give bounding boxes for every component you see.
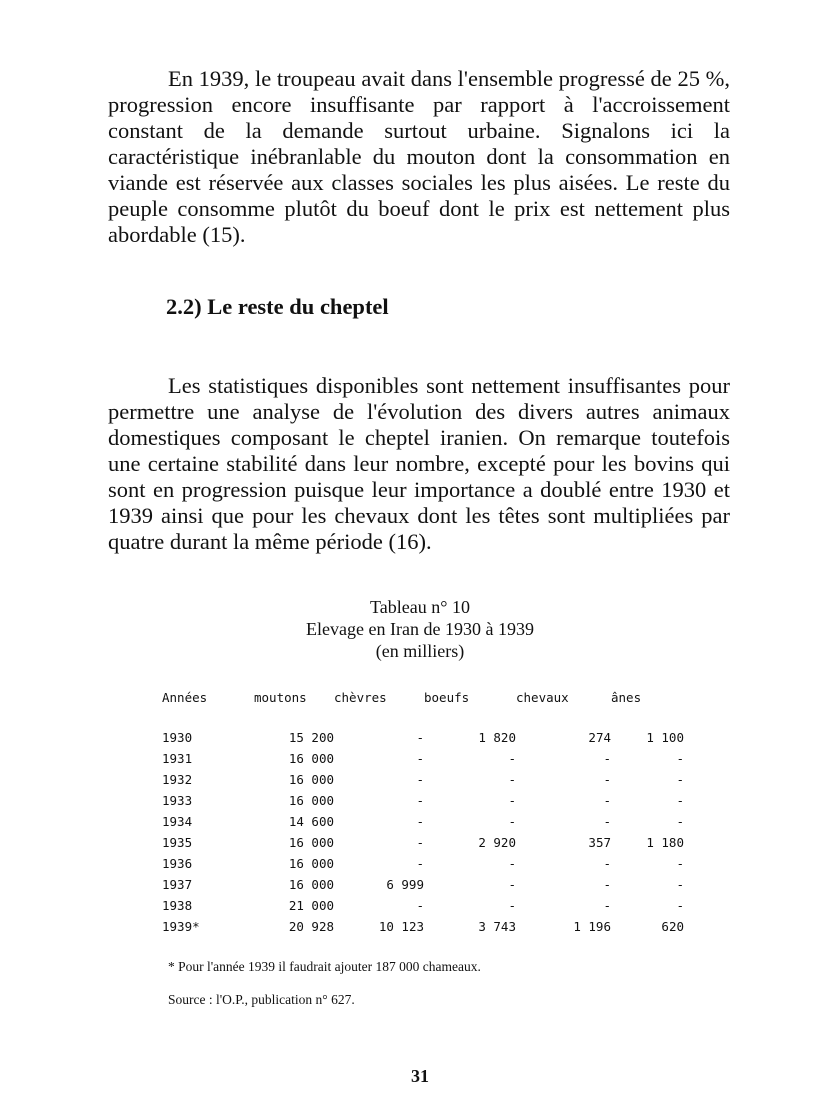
cell-anes: 1 180 [646, 835, 684, 850]
livestock-table [162, 685, 684, 937]
page-number: 31 [411, 1066, 429, 1086]
cell-boeufs: - [508, 772, 516, 787]
cell-chevaux: - [603, 793, 611, 808]
table-row [162, 790, 684, 811]
cell-chevaux: - [603, 856, 611, 871]
cell-anes: - [676, 793, 684, 808]
table-unit: (en milliers) [375, 641, 465, 661]
table-row [162, 853, 684, 874]
cell-anes: 620 [661, 919, 684, 934]
cell-moutons: 16 000 [288, 793, 334, 808]
cell-moutons: 20 928 [288, 919, 334, 934]
cell-moutons: 16 000 [288, 835, 334, 850]
cell-boeufs: - [508, 814, 516, 829]
paragraph-troupeau [108, 66, 730, 248]
cell-boeufs: 1 820 [478, 730, 516, 745]
cell-year: 1930 [162, 730, 193, 745]
cell-moutons: 21 000 [288, 898, 334, 913]
cell-chevres: - [416, 898, 424, 913]
cell-boeufs: - [508, 751, 516, 766]
header-chevres: chèvres [334, 689, 387, 705]
cell-chevres: - [416, 730, 424, 745]
cell-anes: - [676, 814, 684, 829]
cell-year: 1935 [162, 835, 193, 850]
cell-chevres: - [416, 751, 424, 766]
cell-anes: - [676, 856, 684, 871]
cell-chevres: - [416, 814, 424, 829]
table-row [162, 769, 684, 790]
cell-year: 1933 [162, 793, 193, 808]
cell-anes: 1 100 [646, 730, 684, 745]
header-boeufs: boeufs [424, 689, 470, 705]
table-title: Tableau n° 10 [370, 597, 470, 617]
cell-boeufs: - [508, 793, 516, 808]
cell-moutons: 16 000 [288, 772, 334, 787]
cell-year: 1936 [162, 856, 193, 871]
table-subtitle: Elevage en Iran de 1930 à 1939 [306, 619, 534, 639]
table-row [162, 727, 684, 748]
table-header-row [162, 685, 684, 709]
cell-year: 1931 [162, 751, 193, 766]
cell-moutons: 16 000 [288, 751, 334, 766]
cell-chevres: 6 999 [386, 877, 424, 892]
cell-boeufs: 2 920 [478, 835, 516, 850]
table-footnote: * Pour l'année 1939 il faudrait ajouter 187 000 chameaux. [168, 959, 481, 974]
table-row [162, 832, 684, 853]
cell-anes: - [676, 772, 684, 787]
table-body [162, 709, 684, 937]
table-row [162, 916, 684, 937]
cell-boeufs: 3 743 [478, 919, 516, 934]
cell-chevres: - [416, 793, 424, 808]
cell-moutons: 14 600 [288, 814, 334, 829]
cell-year: 1937 [162, 877, 193, 892]
table-source: Source : l'O.P., publication n° 627. [168, 992, 355, 1007]
cell-year: 1932 [162, 772, 193, 787]
cell-chevaux: - [603, 772, 611, 787]
cell-boeufs: - [508, 856, 516, 871]
cell-year: 1938 [162, 898, 193, 913]
paragraph-troupeau-text: En 1939, le troupeau avait dans l'ensemble progressé de 25 %, progression encore insuffisante par rapport à l'accroissement constant de la demande surtout urbaine. Signalons ici la caractéristique inébranlable du mouton dont la consommation en viande est réservée aux classes sociales les plus aisées. Le reste du peuple consomme plutôt du boeuf dont le prix est nettement plus abordable (15). [108, 66, 730, 247]
header-moutons: moutons [254, 689, 307, 705]
cell-chevres: - [416, 772, 424, 787]
cell-chevaux: - [603, 751, 611, 766]
cell-boeufs: - [508, 877, 516, 892]
paragraph-cheptel-text: Les statistiques disponibles sont nettement insuffisantes pour permettre une analyse de l'évolution des divers autres animaux domestiques composant le cheptel iranien. On remarque toutefois une certaine stabilité dans leur nombre, excepté pour les bovins qui sont en progression puisque leur importance a doublé entre 1930 et 1939 ainsi que pour les chevaux dont les têtes sont multipliées par quatre durant la même période (16). [108, 373, 730, 554]
cell-anes: - [676, 751, 684, 766]
cell-chevaux: 357 [588, 835, 611, 850]
header-annees: Années [162, 689, 208, 705]
cell-anes: - [676, 877, 684, 892]
cell-chevres: - [416, 835, 424, 850]
cell-moutons: 16 000 [288, 856, 334, 871]
cell-chevaux: 1 196 [573, 919, 611, 934]
cell-chevaux: 274 [588, 730, 611, 745]
cell-moutons: 16 000 [288, 877, 334, 892]
cell-chevaux: - [603, 814, 611, 829]
cell-year: 1934 [162, 814, 193, 829]
header-chevaux: chevaux [516, 689, 569, 705]
cell-boeufs: - [508, 898, 516, 913]
table-row [162, 895, 684, 916]
table-row [162, 811, 684, 832]
section-heading: 2.2) Le reste du cheptel [166, 294, 389, 319]
cell-moutons: 15 200 [288, 730, 334, 745]
paragraph-cheptel [108, 373, 730, 555]
table-row [162, 748, 684, 769]
header-anes: ânes [611, 689, 642, 705]
cell-chevres: 10 123 [378, 919, 424, 934]
table-row [162, 874, 684, 895]
cell-anes: - [676, 898, 684, 913]
cell-chevres: - [416, 856, 424, 871]
cell-year: 1939* [162, 919, 200, 934]
cell-chevaux: - [603, 898, 611, 913]
cell-chevaux: - [603, 877, 611, 892]
